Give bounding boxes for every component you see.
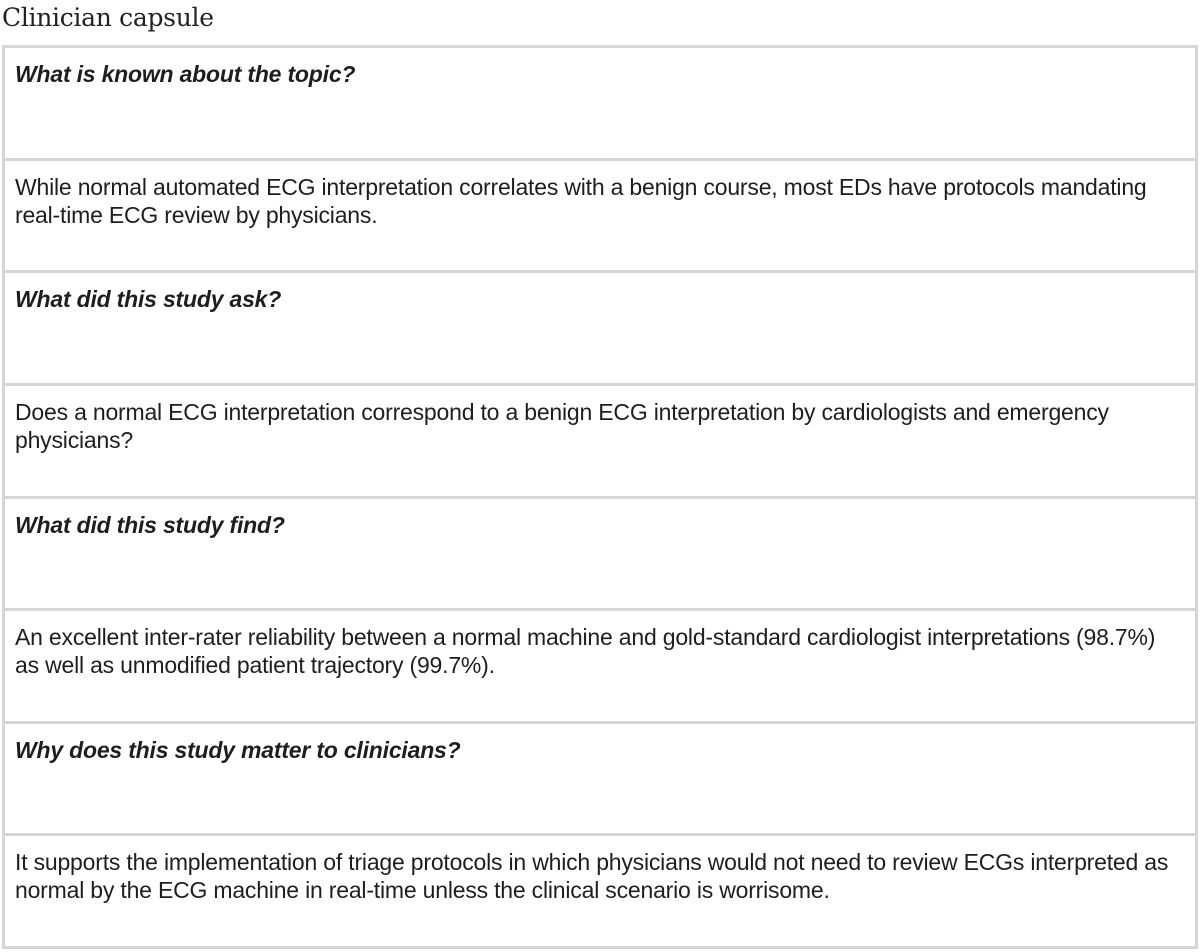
question-row-matter: Why does this study matter to clinicians? [5,724,1195,837]
question-row-find: What did this study find? [5,499,1195,612]
answer-row-matter: It supports the implementation of triage protocols in which physicians would not need to review ECGs interpreted as normal by the ECG machine in real-time unless the clinical scenario is worrisome. [15,849,1169,904]
question-row-known: What is known about the topic? [5,48,1195,161]
answer-row-find: An excellent inter-rater reliability between a normal machine and gold-standard cardiologist interpretations (98.7%) as well as unmodified patient trajectory (99.7%). [5,611,1195,724]
answer-row-known: While normal automated ECG interpretation correlates with a benign course, most EDs have protocols mandating real-time ECG review by physicians. [5,161,1195,274]
question-row-ask: What did this study ask? [5,273,1195,386]
answer-row-ask: Does a normal ECG interpretation correspond to a benign ECG interpretation by cardiologists and emergency physicians? [5,386,1195,499]
capsule-caption: Clinician capsule [2,3,214,32]
clinician-capsule-table [2,45,1198,949]
